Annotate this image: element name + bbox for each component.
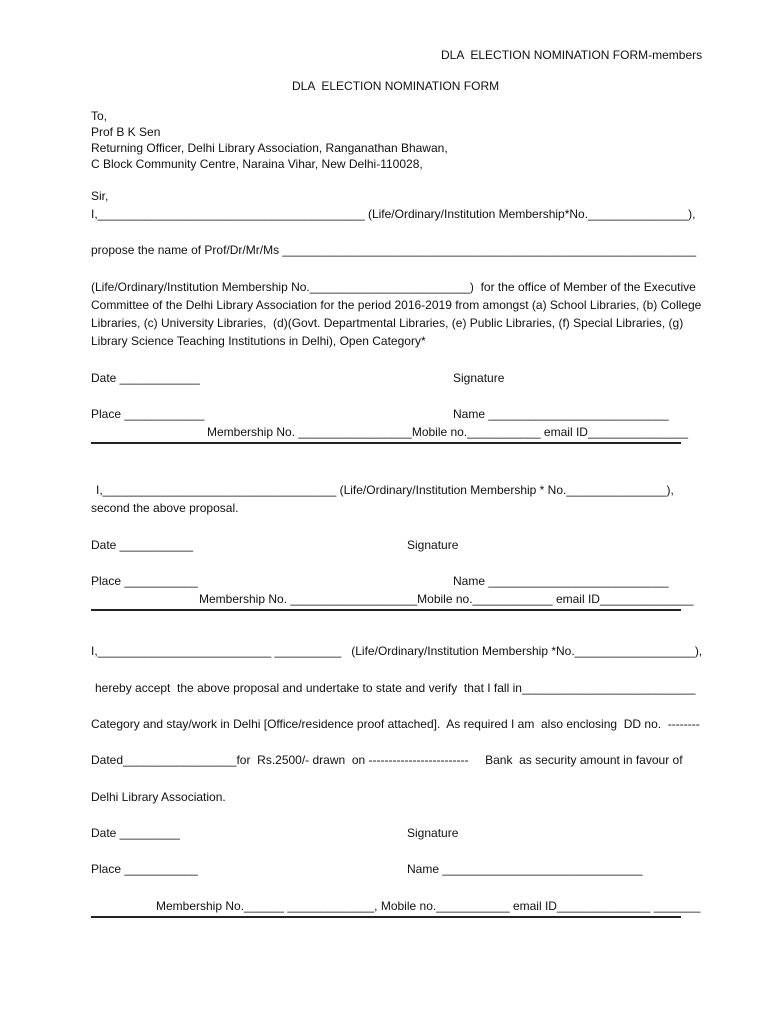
candidate-favour-of: Delhi Library Association. <box>91 790 226 804</box>
page-title: DLA ELECTION NOMINATION FORM <box>292 79 500 93</box>
seconder-signature-label: Signature <box>407 538 459 552</box>
section-divider <box>91 916 681 918</box>
candidate-date-field[interactable]: Date _________ <box>91 826 180 840</box>
candidate-line[interactable]: I,__________________________ __________ (Life/Ordinary/Institution Membership *No.__________________), <box>91 644 703 658</box>
proposal-para-3: Libraries, (c) University Libraries, (d)(Govt. Departmental Libraries, (e) Public Libraries, (f) Special Libraries, (g) <box>91 316 684 330</box>
address-line-2: C Block Community Centre, Naraina Vihar, New Delhi-110028, <box>91 157 423 171</box>
propose-name-line[interactable]: propose the name of Prof/Dr/Mr/Ms ______________________________________________________________ <box>91 243 697 257</box>
candidate-place-field[interactable]: Place ___________ <box>91 862 198 876</box>
proposal-para-4: Library Science Teaching Institutions in Delhi), Open Category* <box>91 334 426 348</box>
section-divider <box>91 609 681 611</box>
proposer-date-field[interactable]: Date ____________ <box>91 371 200 385</box>
form-header-right: DLA ELECTION NOMINATION FORM-members <box>441 48 703 62</box>
section-divider <box>91 442 681 444</box>
candidate-signature-label: Signature <box>407 826 459 840</box>
proposer-signature-label: Signature <box>453 371 505 385</box>
candidate-membership-row[interactable]: Membership No.______ _____________, Mobile no.___________ email ID______________ _______ <box>156 899 701 913</box>
second-proposal-text: second the above proposal. <box>91 501 239 515</box>
proposer-line[interactable]: I,________________________________________ (Life/Ordinary/Institution Membership*No._______________), <box>91 207 696 221</box>
proposal-para-1[interactable]: (Life/Ordinary/Institution Membership No.________________________) for the office of Member of the Executive <box>91 280 696 294</box>
seconder-line[interactable]: I,___________________________________ (Life/Ordinary/Institution Membership * No._______________), <box>96 483 674 497</box>
address-to: To, <box>91 109 108 123</box>
candidate-acceptance[interactable]: hereby accept the above proposal and undertake to state and verify that I fall in__________________________ <box>95 681 696 695</box>
address-line-1: Returning Officer, Delhi Library Association, Ranganathan Bhawan, <box>91 141 448 155</box>
proposal-para-2: Committee of the Delhi Library Association for the period 2016-2019 from amongst (a) School Libraries, (b) College <box>91 298 702 312</box>
proposer-name-field[interactable]: Name ___________________________ <box>453 407 669 421</box>
candidate-dd-details[interactable]: Dated_________________for Rs.2500/- drawn on ------------------------- Bank as security amount in favour of <box>91 753 683 767</box>
seconder-date-field[interactable]: Date ___________ <box>91 538 194 552</box>
proposer-place-field[interactable]: Place ____________ <box>91 407 205 421</box>
candidate-name-field[interactable]: Name ______________________________ <box>407 862 643 876</box>
seconder-name-field[interactable]: Name ___________________________ <box>453 574 669 588</box>
seconder-place-field[interactable]: Place ___________ <box>91 574 198 588</box>
addressee-name: Prof B K Sen <box>91 125 161 139</box>
seconder-membership-row[interactable]: Membership No. ___________________Mobile no.____________ email ID______________ <box>199 592 694 606</box>
candidate-category[interactable]: Category and stay/work in Delhi [Office/residence proof attached]. As required I am also enclosing DD no. -------- <box>91 717 700 731</box>
proposer-membership-row[interactable]: Membership No. _________________Mobile no.___________ email ID_______________ <box>207 425 689 439</box>
salutation: Sir, <box>91 189 109 203</box>
